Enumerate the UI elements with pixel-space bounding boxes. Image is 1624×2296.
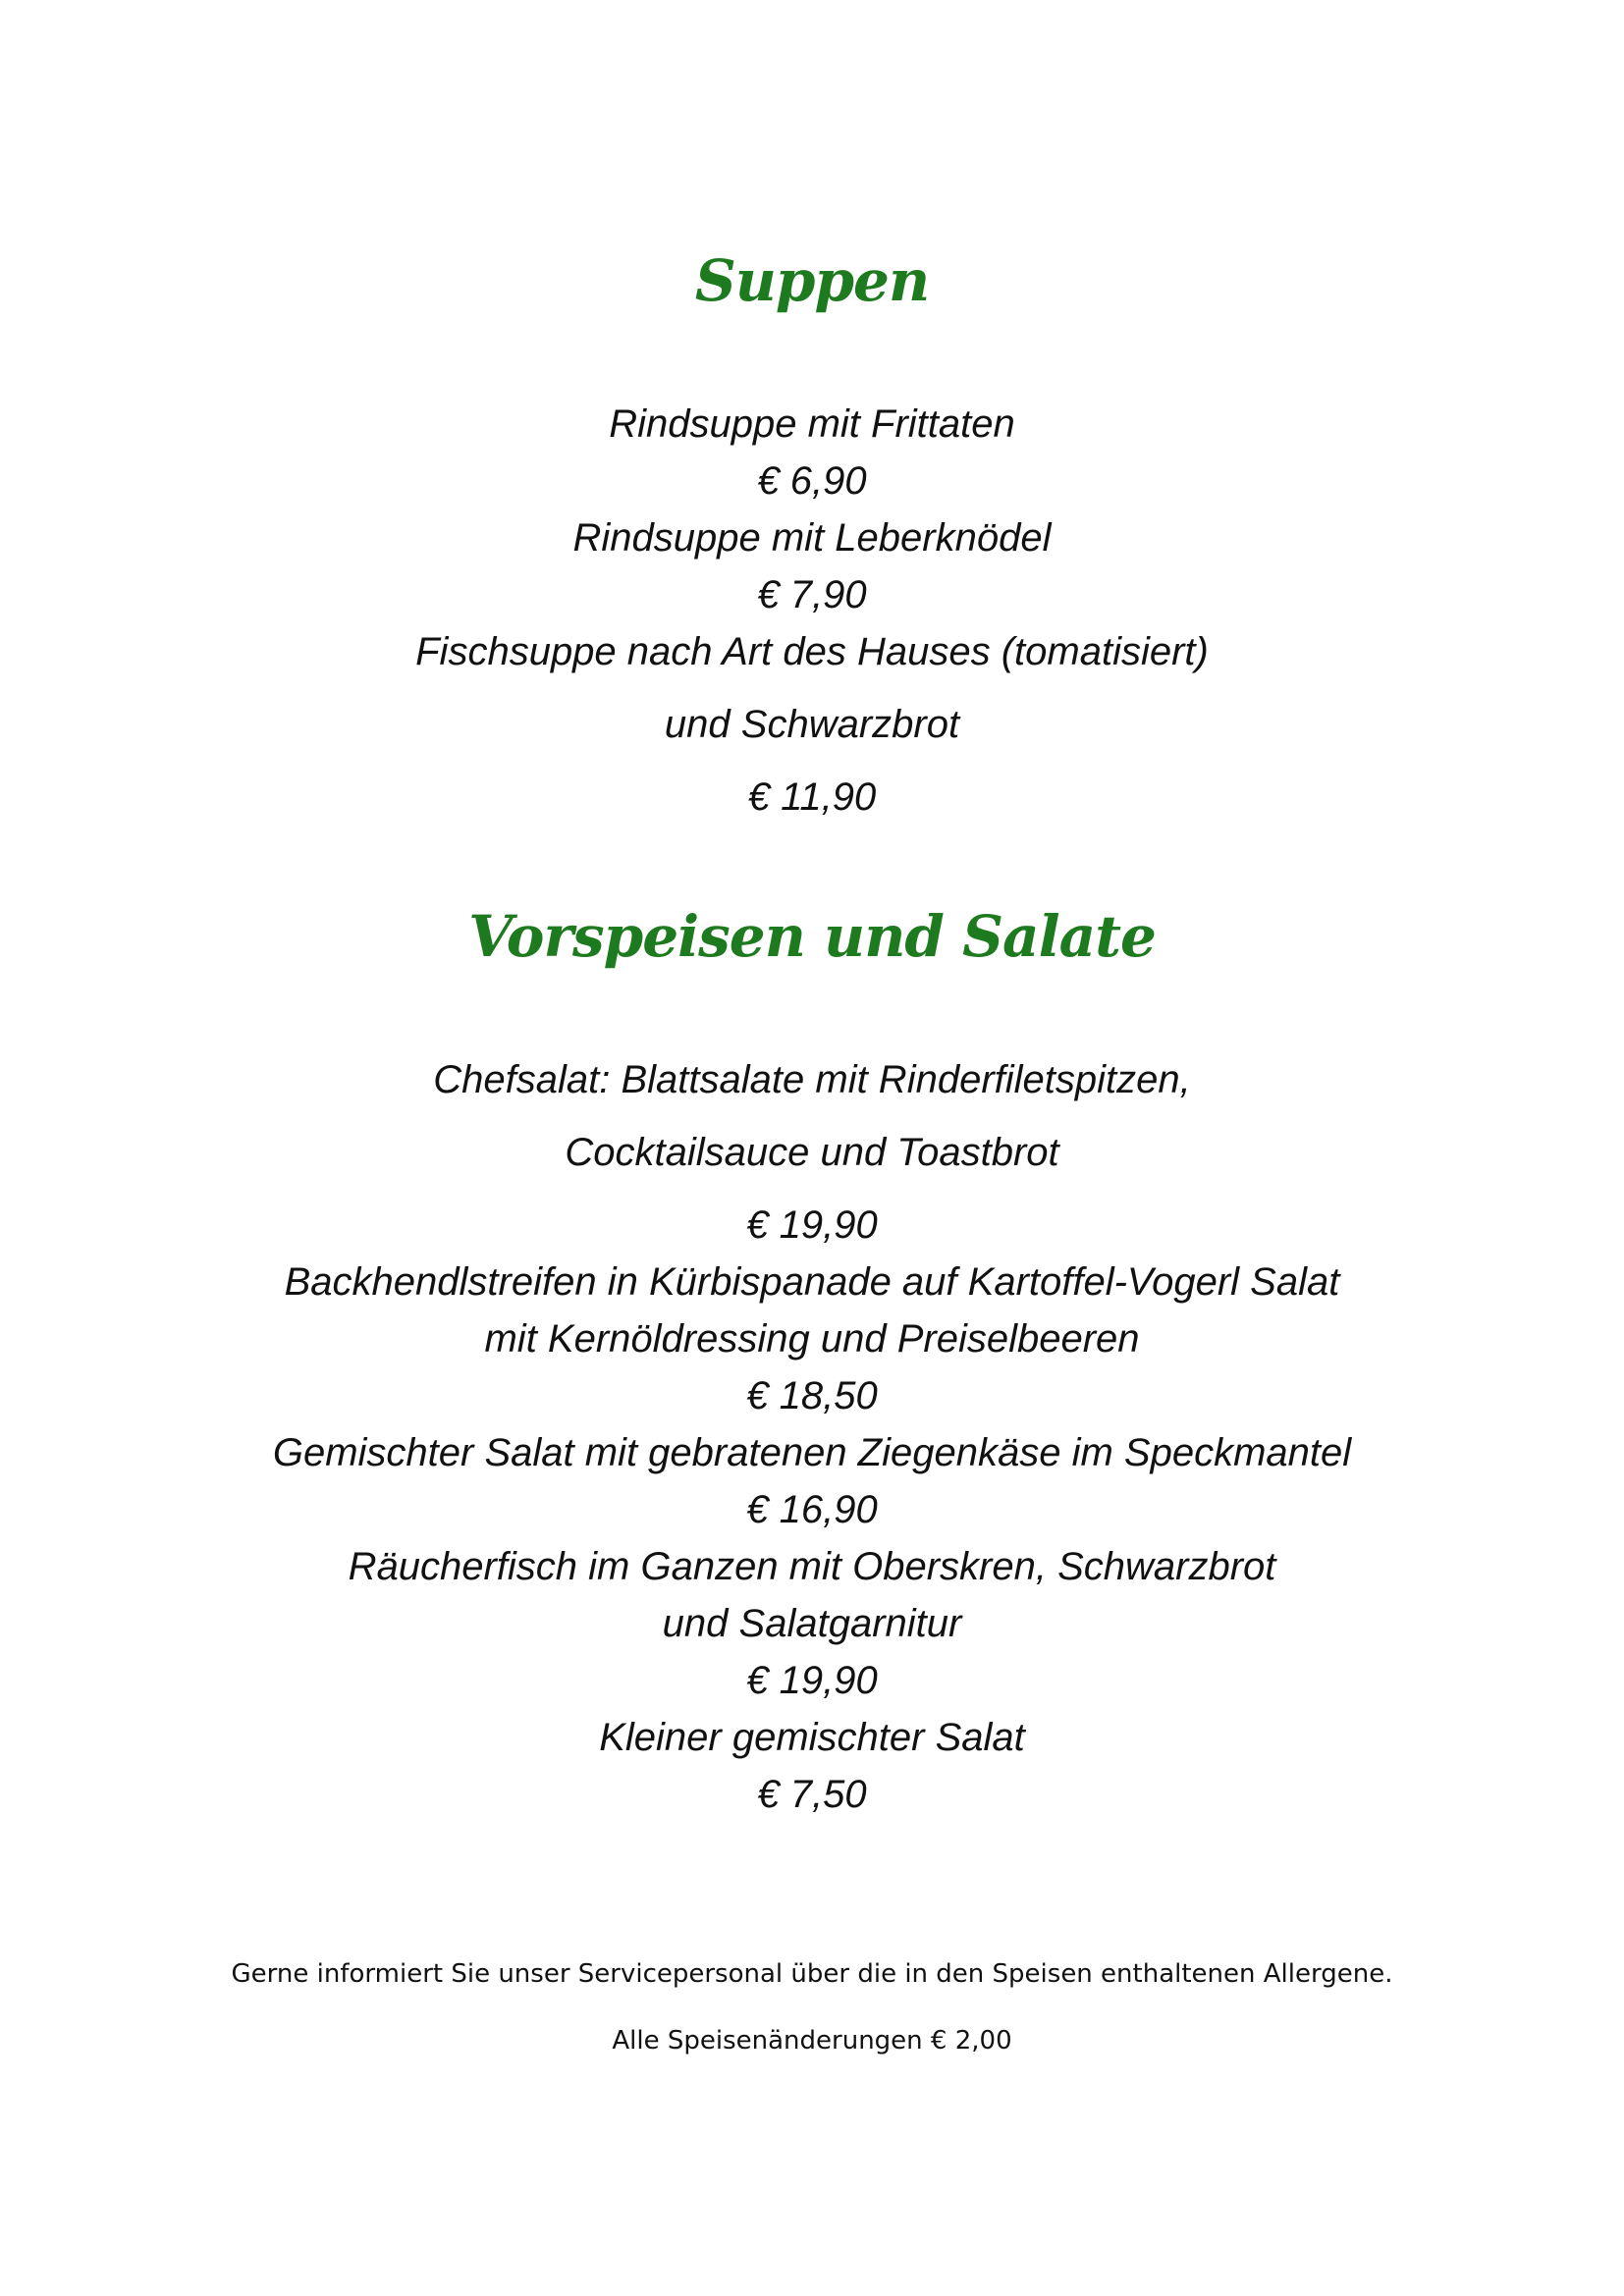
menu-item-price: € 7,90 <box>757 573 867 616</box>
allergen-note: Gerne informiert Sie unser Servicepersonal über die in den Speisen enthaltenen Allergene. <box>231 1959 1393 1989</box>
section-title-suppen: Suppen <box>694 247 930 314</box>
menu-item-price: € 19,90 <box>746 1203 878 1247</box>
menu-item-name-cont: Cocktailsauce und Toastbrot <box>565 1131 1059 1174</box>
menu-item-price: € 11,90 <box>747 775 877 819</box>
menu-item-name: Räucherfisch im Ganzen mit Oberskren, Schwarzbrot <box>348 1545 1276 1588</box>
menu-item-name-cont: und Schwarzbrot <box>664 703 960 746</box>
menu-item-name: Rindsuppe mit Frittaten <box>609 402 1015 446</box>
menu-item-name: Fischsuppe nach Art des Hauses (tomatisiert) <box>415 630 1209 673</box>
menu-item-price: € 7,50 <box>757 1773 867 1816</box>
menu-item-name-cont: und Salatgarnitur <box>662 1602 962 1645</box>
menu-item-name: Rindsuppe mit Leberknödel <box>572 516 1052 560</box>
menu-item-price: € 6,90 <box>757 459 867 503</box>
menu-item-name: Backhendlstreifen in Kürbispanade auf Kartoffel-Vogerl Salat <box>284 1260 1340 1304</box>
menu-item-price: € 16,90 <box>746 1488 878 1531</box>
menu-item-price: € 18,50 <box>746 1374 878 1417</box>
menu-item-name-cont: mit Kernöldressing und Preiselbeeren <box>484 1317 1140 1361</box>
menu-item-name: Kleiner gemischter Salat <box>599 1716 1025 1759</box>
section-title-vorspeisen: Vorspeisen und Salate <box>468 903 1156 970</box>
menu-item-name: Chefsalat: Blattsalate mit Rinderfiletspitzen, <box>433 1058 1191 1101</box>
change-fee-note: Alle Speisenänderungen € 2,00 <box>612 2026 1012 2056</box>
menu-item-price: € 19,90 <box>746 1659 878 1702</box>
menu-item-name: Gemischter Salat mit gebratenen Ziegenkäse im Speckmantel <box>272 1431 1352 1474</box>
